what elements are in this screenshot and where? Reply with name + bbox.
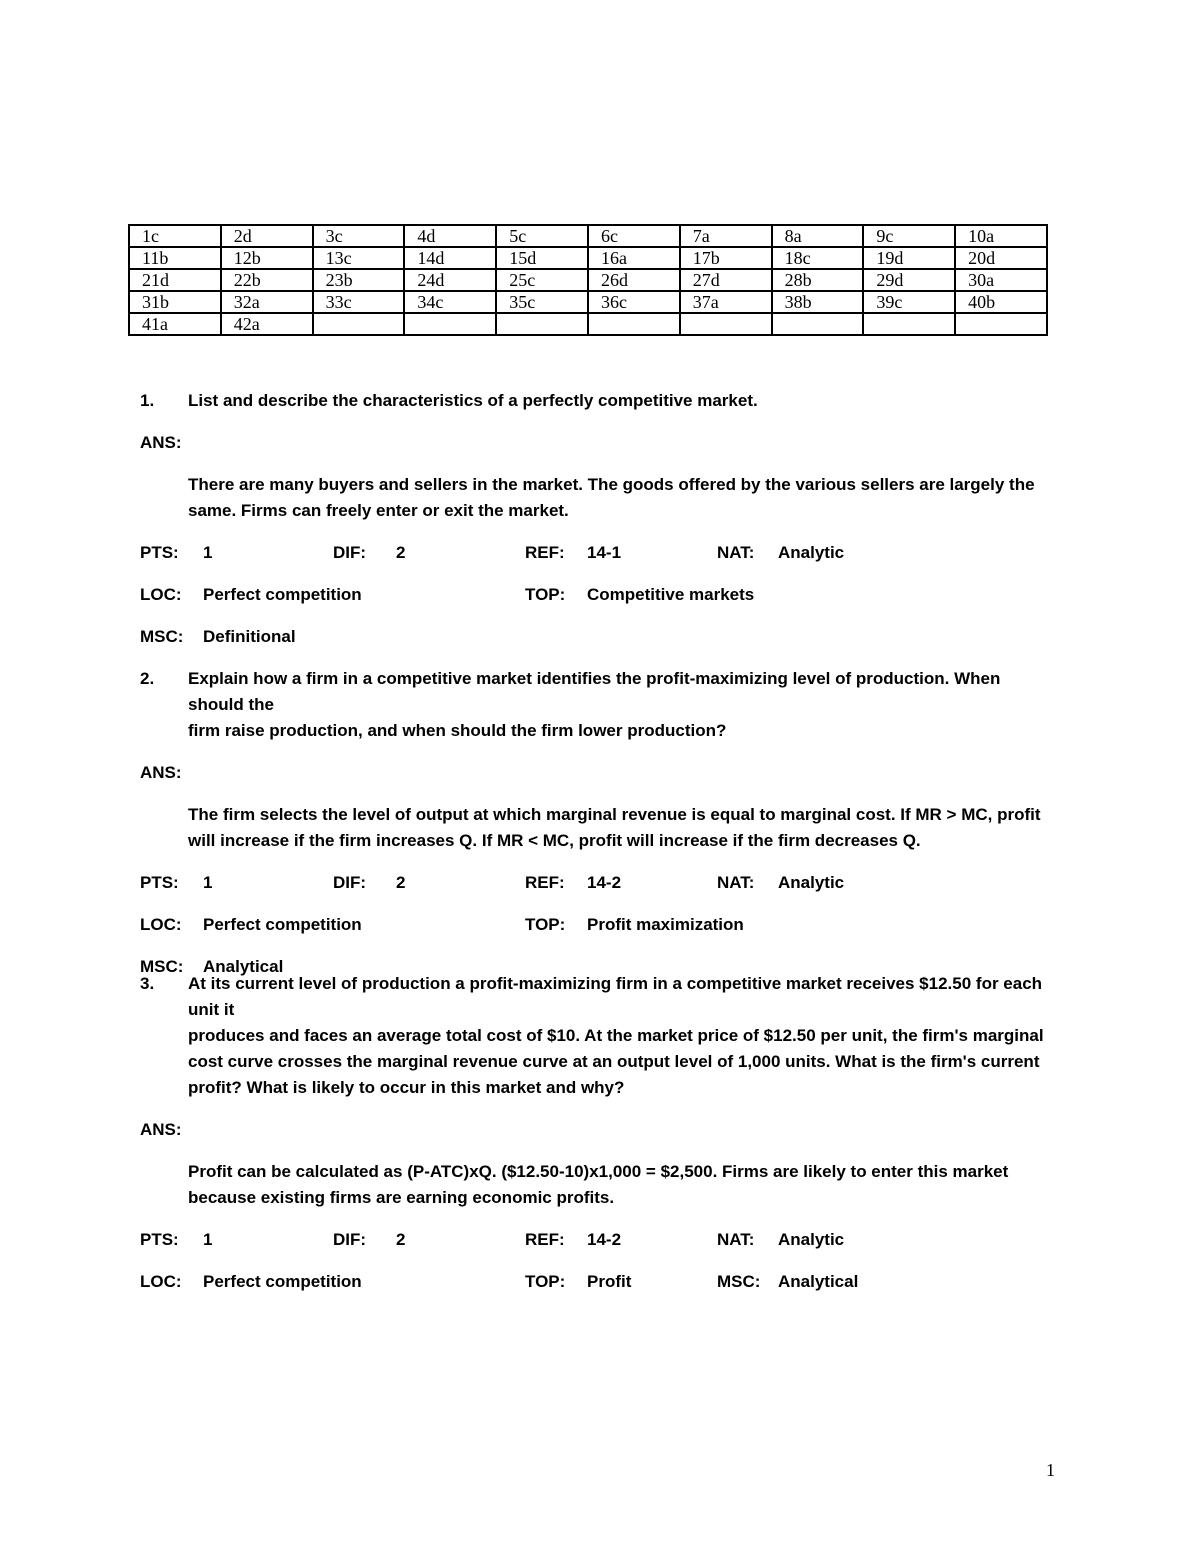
meta-key: PTS: bbox=[140, 543, 179, 562]
answer-key-cell: 22b bbox=[221, 269, 313, 291]
meta-key: DIF: bbox=[333, 1230, 367, 1249]
answer-key-cell: 32a bbox=[221, 291, 313, 313]
meta-value: Competitive markets bbox=[587, 585, 755, 604]
answer-key-cell: 14d bbox=[404, 247, 496, 269]
page-number: 1 bbox=[1046, 1460, 1055, 1480]
question-1 bbox=[140, 388, 1060, 650]
answer-key-cell: 3c bbox=[313, 225, 405, 247]
meta-value: Analytic bbox=[778, 1230, 845, 1249]
answer-key-cell: 35c bbox=[496, 291, 588, 313]
meta-key: NAT: bbox=[717, 1230, 755, 1249]
answer-key-cell: 30a bbox=[955, 269, 1047, 291]
meta-value: Analytic bbox=[778, 873, 845, 892]
answer-label: ANS: bbox=[140, 763, 182, 782]
answer-key-cell: 8a bbox=[772, 225, 864, 247]
meta-key: DIF: bbox=[333, 543, 367, 562]
answer-key-cell: 26d bbox=[588, 269, 680, 291]
answer-key-cell: 10a bbox=[955, 225, 1047, 247]
meta-key: PTS: bbox=[140, 1230, 179, 1249]
answer-key-cell: 6c bbox=[588, 225, 680, 247]
answer-key-cell: 33c bbox=[313, 291, 405, 313]
answer-key-row bbox=[129, 291, 1047, 313]
answer-key-cell bbox=[863, 313, 955, 335]
answer-key-cell: 16a bbox=[588, 247, 680, 269]
answer-key-cell bbox=[955, 313, 1047, 335]
meta-value: 2 bbox=[396, 1230, 406, 1249]
answer-key-cell: 34c bbox=[404, 291, 496, 313]
question-text: produces and faces an average total cost of $10. At the market price of $12.50 per unit, the firm's marginal bbox=[188, 1026, 1044, 1045]
meta-key: NAT: bbox=[717, 543, 755, 562]
answer-key-cell: 20d bbox=[955, 247, 1047, 269]
answer-key-cell: 25c bbox=[496, 269, 588, 291]
answer-key-cell: 15d bbox=[496, 247, 588, 269]
answer-key-cell: 38b bbox=[772, 291, 864, 313]
answer-key-cell bbox=[496, 313, 588, 335]
answer-key-cell: 13c bbox=[313, 247, 405, 269]
answer-label: ANS: bbox=[140, 1120, 182, 1139]
meta-value: 1 bbox=[203, 1230, 213, 1249]
answer-key-table bbox=[128, 224, 1048, 336]
answer-key-cell: 36c bbox=[588, 291, 680, 313]
answer-key-cell: 23b bbox=[313, 269, 405, 291]
meta-value: 1 bbox=[203, 873, 213, 892]
meta-row bbox=[140, 540, 1060, 566]
answer-text: Profit can be calculated as (P-ATC)xQ. ($12.50-10)x1,000 = $2,500. Firms are likely to enter this market because existing firms are earning economic profits. bbox=[188, 1162, 1009, 1207]
meta-key: TOP: bbox=[525, 1272, 566, 1291]
answer-key-cell: 12b bbox=[221, 247, 313, 269]
answer-key-cell: 11b bbox=[129, 247, 221, 269]
answer-key-cell: 4d bbox=[404, 225, 496, 247]
answer-key-cell: 18c bbox=[772, 247, 864, 269]
meta-key: LOC: bbox=[140, 1272, 182, 1291]
question-text: firm raise production, and when should the firm lower production? bbox=[188, 721, 727, 740]
answer-key-cell: 28b bbox=[772, 269, 864, 291]
meta-value: 2 bbox=[396, 873, 406, 892]
meta-key: TOP: bbox=[525, 915, 566, 934]
answer-key-cell: 2d bbox=[221, 225, 313, 247]
answer-key-cell: 41a bbox=[129, 313, 221, 335]
answer-key-row bbox=[129, 313, 1047, 335]
question-number: 3. bbox=[140, 974, 155, 993]
answer-key-cell: 19d bbox=[863, 247, 955, 269]
answer-key-row bbox=[129, 247, 1047, 269]
question-number: 2. bbox=[140, 669, 155, 688]
meta-key: REF: bbox=[525, 873, 565, 892]
answer-key-cell: 27d bbox=[680, 269, 772, 291]
meta-value: 2 bbox=[396, 543, 406, 562]
answer-text: The firm selects the level of output at which marginal revenue is equal to marginal cost. If MR > MC, profit will increase if the firm increases Q. If MR < MC, profit will increase if the firm decreases Q. bbox=[188, 805, 1041, 850]
answer-key-cell: 21d bbox=[129, 269, 221, 291]
question-2 bbox=[140, 666, 1060, 980]
question-3 bbox=[140, 971, 1060, 1295]
meta-key: REF: bbox=[525, 1230, 565, 1249]
meta-key: LOC: bbox=[140, 585, 182, 604]
meta-value: Analytical bbox=[203, 957, 284, 976]
answer-key-cell: 24d bbox=[404, 269, 496, 291]
meta-row bbox=[140, 624, 1060, 650]
meta-key: REF: bbox=[525, 543, 565, 562]
meta-value: 14-2 bbox=[587, 1230, 622, 1249]
question-text: List and describe the characteristics of a perfectly competitive market. bbox=[188, 391, 758, 410]
answer-key-row bbox=[129, 269, 1047, 291]
meta-key: DIF: bbox=[333, 873, 367, 892]
answer-key-row bbox=[129, 225, 1047, 247]
answer-key-cell: 7a bbox=[680, 225, 772, 247]
meta-value: 14-1 bbox=[587, 543, 622, 562]
answer-key-cell bbox=[772, 313, 864, 335]
meta-row bbox=[140, 870, 1060, 896]
meta-value: Definitional bbox=[203, 627, 296, 646]
answer-key-cell: 5c bbox=[496, 225, 588, 247]
meta-key: TOP: bbox=[525, 585, 566, 604]
answer-text: There are many buyers and sellers in the market. The goods offered by the various sellers are largely the same. Firms can freely enter or exit the market. bbox=[188, 475, 1035, 520]
meta-row bbox=[140, 1227, 1060, 1253]
meta-value: 1 bbox=[203, 543, 213, 562]
meta-key: MSC: bbox=[140, 957, 184, 976]
meta-key: MSC: bbox=[140, 627, 184, 646]
question-number: 1. bbox=[140, 391, 155, 410]
meta-row bbox=[140, 1269, 1060, 1295]
answer-key-cell: 1c bbox=[129, 225, 221, 247]
question-text: profit? What is likely to occur in this market and why? bbox=[188, 1078, 625, 1097]
answer-key-cell: 31b bbox=[129, 291, 221, 313]
meta-key: NAT: bbox=[717, 873, 755, 892]
answer-key-cell: 39c bbox=[863, 291, 955, 313]
meta-value: Perfect competition bbox=[203, 1272, 362, 1291]
answer-key-cell: 40b bbox=[955, 291, 1047, 313]
answer-key-cell: 37a bbox=[680, 291, 772, 313]
question-text: At its current level of production a profit-maximizing firm in a competitive market receives $12.50 for each unit it bbox=[188, 974, 1043, 1019]
meta-key: LOC: bbox=[140, 915, 182, 934]
meta-key: PTS: bbox=[140, 873, 179, 892]
meta-row bbox=[140, 582, 1060, 608]
meta-value: Perfect competition bbox=[203, 585, 362, 604]
meta-value: 14-2 bbox=[587, 873, 622, 892]
question-text: Explain how a firm in a competitive market identifies the profit-maximizing level of production. When should the bbox=[188, 669, 1001, 714]
meta-value: Perfect competition bbox=[203, 915, 362, 934]
answer-key-cell bbox=[404, 313, 496, 335]
meta-value: Profit bbox=[587, 1272, 632, 1291]
meta-value: Analytic bbox=[778, 543, 845, 562]
question-text: cost curve crosses the marginal revenue curve at an output level of 1,000 units. What is the firm's current bbox=[188, 1052, 1040, 1071]
meta-row bbox=[140, 912, 1060, 938]
answer-key-cell bbox=[313, 313, 405, 335]
answer-key-cell: 9c bbox=[863, 225, 955, 247]
answer-key-cell: 17b bbox=[680, 247, 772, 269]
meta-key: MSC: bbox=[717, 1272, 761, 1291]
answer-key-cell bbox=[588, 313, 680, 335]
meta-value: Analytical bbox=[778, 1272, 859, 1291]
answer-label: ANS: bbox=[140, 433, 182, 452]
answer-key-cell bbox=[680, 313, 772, 335]
meta-value: Profit maximization bbox=[587, 915, 744, 934]
answer-key-cell: 42a bbox=[221, 313, 313, 335]
answer-key-cell: 29d bbox=[863, 269, 955, 291]
